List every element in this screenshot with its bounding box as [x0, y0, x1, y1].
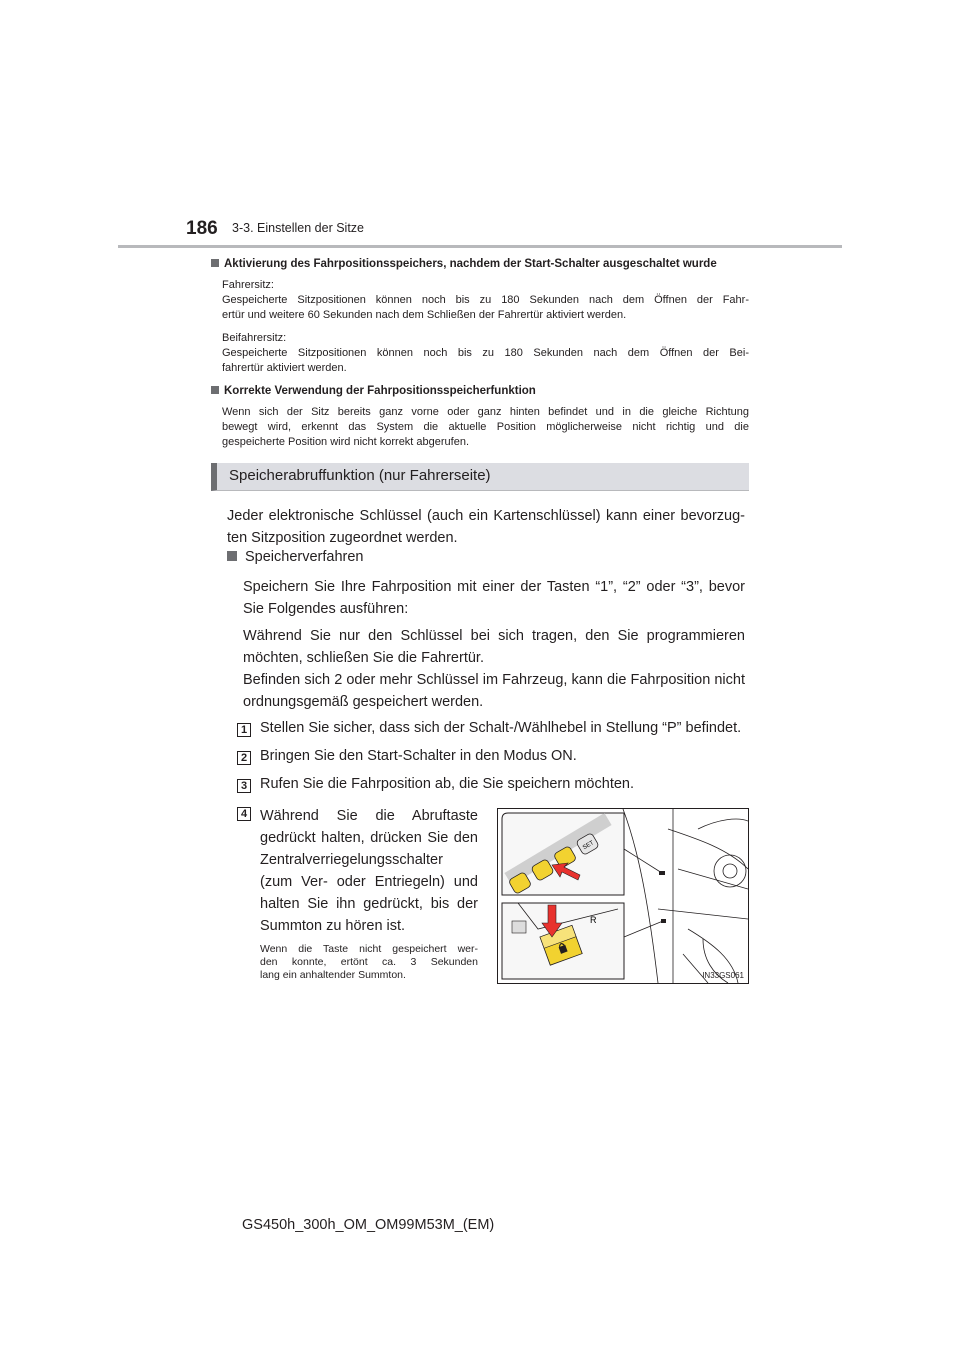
text-line: gespeicherte Position wird nicht korrekt abgerufen.	[222, 436, 470, 448]
note-1-block-passenger	[222, 331, 749, 376]
step-1-text: Stellen Sie sicher, dass sich der Schalt-/Wählhebel in Stellung “P” befindet.	[260, 720, 742, 736]
section-title: Speicherabruffunktion (nur Fahrerseite)	[229, 467, 491, 484]
text-line: Jeder elektronische Schlüssel (auch ein Kartenschlüssel) kann einer bevorzug-	[227, 508, 745, 524]
note-2-body	[222, 405, 749, 450]
note-heading-1	[211, 258, 717, 270]
text-line: Zentralverriegelungsschalter	[260, 852, 443, 868]
memory-buttons-inset	[502, 813, 624, 895]
section-header: 3-3. Einstellen der Sitze	[232, 221, 365, 235]
door-lock-inset	[502, 903, 624, 979]
text-line: Während Sie nur den Schlüssel bei sich tragen, den Sie programmieren	[243, 628, 745, 644]
text-line: möchten, schließen Sie die Fahrertür.	[243, 650, 484, 666]
set-button-label: SET	[581, 840, 596, 852]
text-line: Wenn sich der Sitz bereits ganz vorne oder ganz hinten befindet und in die gleiche Richtung	[222, 406, 749, 418]
text-line: Speichern Sie Ihre Fahrposition mit einer der Tasten “1”, “2” oder “3”, bevor	[243, 579, 745, 595]
step-3-text: Rufen Sie die Fahrposition ab, die Sie speichern möchten.	[260, 776, 634, 792]
square-bullet-icon	[211, 259, 219, 267]
note-heading-1-text: Aktivierung des Fahrpositionsspeichers, nachdem der Start-Schalter ausgeschaltet wurde	[224, 258, 717, 270]
r-label: R	[590, 915, 597, 925]
square-bullet-icon	[227, 551, 237, 561]
note-1-block-driver	[222, 278, 749, 323]
header-rule	[118, 245, 842, 248]
step-4-text	[260, 805, 478, 937]
note-heading-2	[211, 385, 536, 397]
text-line: Sie Folgendes ausführen:	[243, 601, 409, 617]
paragraph-1	[243, 576, 745, 620]
text-line: bewegt wird, erkennt das System die aktuelle Position möglicherweise nicht richtig und die	[222, 421, 749, 433]
step-number-box: 4	[237, 807, 251, 821]
subheading-text: Speicherverfahren	[245, 549, 364, 565]
text-line: (zum Ver- oder Entriegeln) und	[260, 874, 478, 890]
step-4-note	[260, 943, 478, 982]
step-number-box: 1	[237, 723, 251, 737]
text-line: fahrertür aktiviert werden.	[222, 362, 347, 374]
text-line: ten Sitzposition zugeordnet werden.	[227, 530, 458, 546]
step-2-text: Bringen Sie den Start-Schalter in den Modus ON.	[260, 748, 577, 764]
illustration-svg	[498, 809, 748, 983]
text-line: halten Sie ihn gedrückt, bis der	[260, 896, 478, 912]
section-title-bar	[211, 463, 749, 491]
page-number: 186	[186, 218, 218, 239]
text-line: Wenn die Taste nicht gespeichert wer-	[260, 943, 478, 955]
subheading	[227, 549, 364, 565]
note-heading-2-text: Korrekte Verwendung der Fahrpositionsspeicherfunktion	[224, 385, 536, 397]
text-line: gedrückt halten, drücken Sie den	[260, 830, 478, 846]
text-line: lang ein anhaltender Summton.	[260, 969, 406, 981]
driver-seat-label: Fahrersitz:	[222, 279, 274, 291]
passenger-seat-label: Beifahrersitz:	[222, 332, 287, 344]
text-line: ertür und weitere 60 Sekunden nach dem Schließen der Fahrertür aktiviert werden.	[222, 309, 627, 321]
intro-paragraph	[227, 505, 745, 549]
text-line: Während Sie die Abruftaste	[260, 808, 478, 824]
text-line: ordnungsgemäß gespeichert werden.	[243, 694, 484, 710]
paragraph-2	[243, 625, 745, 713]
text-line: Summton zu hören ist.	[260, 918, 406, 934]
step-number-box: 3	[237, 779, 251, 793]
text-line: Befinden sich 2 oder mehr Schlüssel im Fahrzeug, kann die Fahrposition nicht	[243, 672, 745, 688]
text-line: Gespeicherte Sitzpositionen können noch bis zu 180 Sekunden nach dem Öffnen der Bei-	[222, 347, 749, 359]
door-switch-illustration	[497, 808, 749, 984]
step-number-box: 2	[237, 751, 251, 765]
footer-document-code: GS450h_300h_OM_OM99M53M_(EM)	[242, 1217, 495, 1233]
text-line: den konnte, ertönt ca. 3 Sekunden	[260, 956, 478, 968]
square-bullet-icon	[211, 386, 219, 394]
figure-id: IN33GS061	[702, 971, 744, 980]
text-line: Gespeicherte Sitzpositionen können noch bis zu 180 Sekunden nach dem Öffnen der Fahr-	[222, 294, 749, 306]
